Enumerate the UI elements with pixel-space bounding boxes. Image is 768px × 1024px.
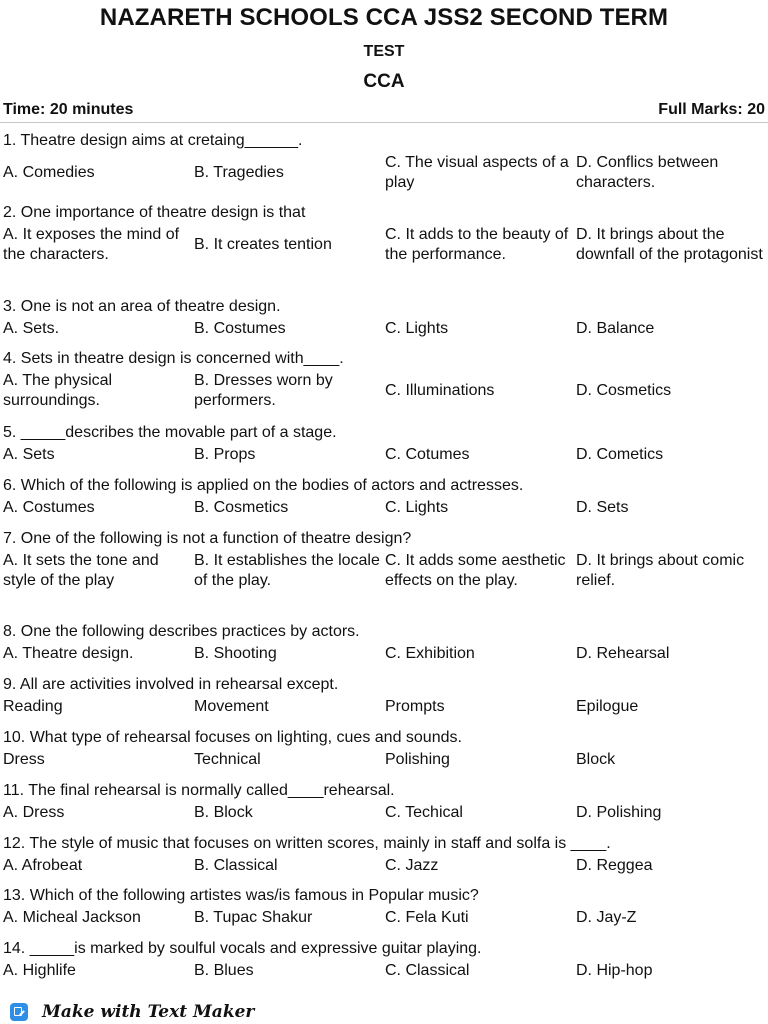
question-text: 7. One of the following is not a function of theatre design? <box>3 530 412 547</box>
option-b: B. Tupac Shakur <box>194 909 313 926</box>
option-a: A. Comedies <box>3 164 95 181</box>
question-8 <box>3 622 768 675</box>
header-divider <box>0 122 768 123</box>
question-text: 3. One is not an area of theatre design. <box>3 298 281 315</box>
question-10 <box>3 728 768 781</box>
option-row <box>3 153 768 193</box>
option-d: D. Cosmetics <box>576 382 672 399</box>
option-row <box>3 644 768 664</box>
option-b: B. Block <box>194 804 253 821</box>
question-text: 8. One the following describes practices by actors. <box>3 623 360 640</box>
option-d: D. Rehearsal <box>576 645 670 662</box>
option-b: B. Tragedies <box>194 164 284 181</box>
option-c: C. Exhibition <box>385 645 475 662</box>
option-c: C. Lights <box>385 320 449 337</box>
question-text: 2. One importance of theatre design is that <box>3 204 306 221</box>
option-a: A. Sets. <box>3 320 60 337</box>
option-row <box>3 319 768 339</box>
question-text: 9. All are activities involved in rehearsal except. <box>3 676 339 693</box>
question-7 <box>3 529 768 622</box>
question-text: 11. The final rehearsal is normally called____rehearsal. <box>3 782 395 799</box>
question-13 <box>3 886 768 939</box>
option-c: Prompts <box>385 698 445 715</box>
exam-meta-row <box>3 100 765 120</box>
question-14 <box>3 939 768 992</box>
option-c: C. It adds to the beauty of the performance. <box>385 226 569 263</box>
option-c: C. Fela Kuti <box>385 909 469 926</box>
question-text: 13. Which of the following artistes was/is famous in Popular music? <box>3 887 479 904</box>
option-row <box>3 856 768 876</box>
exam-subtitle: TEST <box>363 43 405 60</box>
option-a: Reading <box>3 698 63 715</box>
watermark-text: Make with Text Maker <box>42 1002 255 1022</box>
option-b: B. Classical <box>194 857 278 874</box>
question-text: 12. The style of music that focuses on written scores, mainly in staff and solfa is ____. <box>3 835 611 852</box>
option-b: Technical <box>194 751 261 768</box>
option-c: C. Techical <box>385 804 463 821</box>
option-a: A. The physical surroundings. <box>3 372 113 409</box>
option-c: C. Cotumes <box>385 446 470 463</box>
option-d: Epilogue <box>576 698 639 715</box>
option-c: C. It adds some aesthetic effects on the play. <box>385 552 566 589</box>
option-a: Dress <box>3 751 45 768</box>
option-b: B. Cosmetics <box>194 499 289 516</box>
option-b: B. Props <box>194 446 256 463</box>
option-row <box>3 750 768 770</box>
option-b: Movement <box>194 698 269 715</box>
question-text: 10. What type of rehearsal focuses on lighting, cues and sounds. <box>3 729 462 746</box>
option-a: A. Sets <box>3 446 55 463</box>
question-1 <box>3 131 768 203</box>
question-9 <box>3 675 768 728</box>
option-c: C. Jazz <box>385 857 439 874</box>
question-5 <box>3 423 768 476</box>
option-c: C. Classical <box>385 962 470 979</box>
question-text: 6. Which of the following is applied on the bodies of actors and actresses. <box>3 477 524 494</box>
option-d: D. Sets <box>576 499 629 516</box>
option-a: A. Highlife <box>3 962 76 979</box>
time-allowed: Time: 20 minutes <box>3 101 134 118</box>
option-d: D. Conflics between characters. <box>576 154 719 191</box>
option-c: C. Lights <box>385 499 449 516</box>
option-a: A. Dress <box>3 804 65 821</box>
option-d: D. Polishing <box>576 804 662 821</box>
option-d: D. It brings about the downfall of the protagonist <box>576 226 763 263</box>
option-a: A. Theatre design. <box>3 645 134 662</box>
option-d: D. Jay-Z <box>576 909 637 926</box>
option-a: A. Afrobeat <box>3 857 83 874</box>
option-row <box>3 551 768 591</box>
edit-note-icon <box>10 1003 28 1021</box>
option-row <box>3 961 768 981</box>
option-row <box>3 225 768 265</box>
question-3 <box>3 297 768 349</box>
exam-title: NAZARETH SCHOOLS CCA JSS2 SECOND TERM <box>99 4 669 31</box>
question-text: 5. _____describes the movable part of a stage. <box>3 424 337 441</box>
option-row <box>3 803 768 823</box>
option-d: D. Cometics <box>576 446 664 463</box>
option-d: D. Hip-hop <box>576 962 653 979</box>
option-d: Block <box>576 751 616 768</box>
option-b: B. It creates tention <box>194 236 332 253</box>
option-row <box>3 371 768 411</box>
option-c: Polishing <box>385 751 450 768</box>
option-row <box>3 498 768 518</box>
option-d: D. Reggea <box>576 857 653 874</box>
option-d: D. Balance <box>576 320 655 337</box>
option-row <box>3 697 768 717</box>
option-a: A. It sets the tone and style of the play <box>3 552 159 589</box>
option-b: B. Dresses worn by performers. <box>194 372 333 409</box>
watermark-footer <box>10 1000 254 1024</box>
question-12 <box>3 834 768 886</box>
option-b: B. Shooting <box>194 645 277 662</box>
question-2 <box>3 203 768 297</box>
option-row <box>3 908 768 928</box>
option-b: B. Blues <box>194 962 254 979</box>
option-a: A. Costumes <box>3 499 95 516</box>
exam-subject: CCA <box>363 71 405 92</box>
option-a: A. It exposes the mind of the characters. <box>3 226 180 263</box>
option-c: C. The visual aspects of a play <box>385 154 569 191</box>
question-6 <box>3 476 768 529</box>
option-d: D. It brings about comic relief. <box>576 552 745 589</box>
option-b: B. Costumes <box>194 320 286 337</box>
option-row <box>3 445 768 465</box>
question-list <box>3 131 768 992</box>
option-a: A. Micheal Jackson <box>3 909 141 926</box>
question-text: 4. Sets in theatre design is concerned with____. <box>3 350 344 367</box>
question-text: 14. _____is marked by soulful vocals and expressive guitar playing. <box>3 940 482 957</box>
question-4 <box>3 349 768 423</box>
question-text: 1. Theatre design aims at cretaing______. <box>3 132 303 149</box>
full-marks: Full Marks: 20 <box>658 101 765 118</box>
question-11 <box>3 781 768 834</box>
option-c: C. Illuminations <box>385 382 495 399</box>
option-b: B. It establishes the locale of the play. <box>194 552 380 589</box>
